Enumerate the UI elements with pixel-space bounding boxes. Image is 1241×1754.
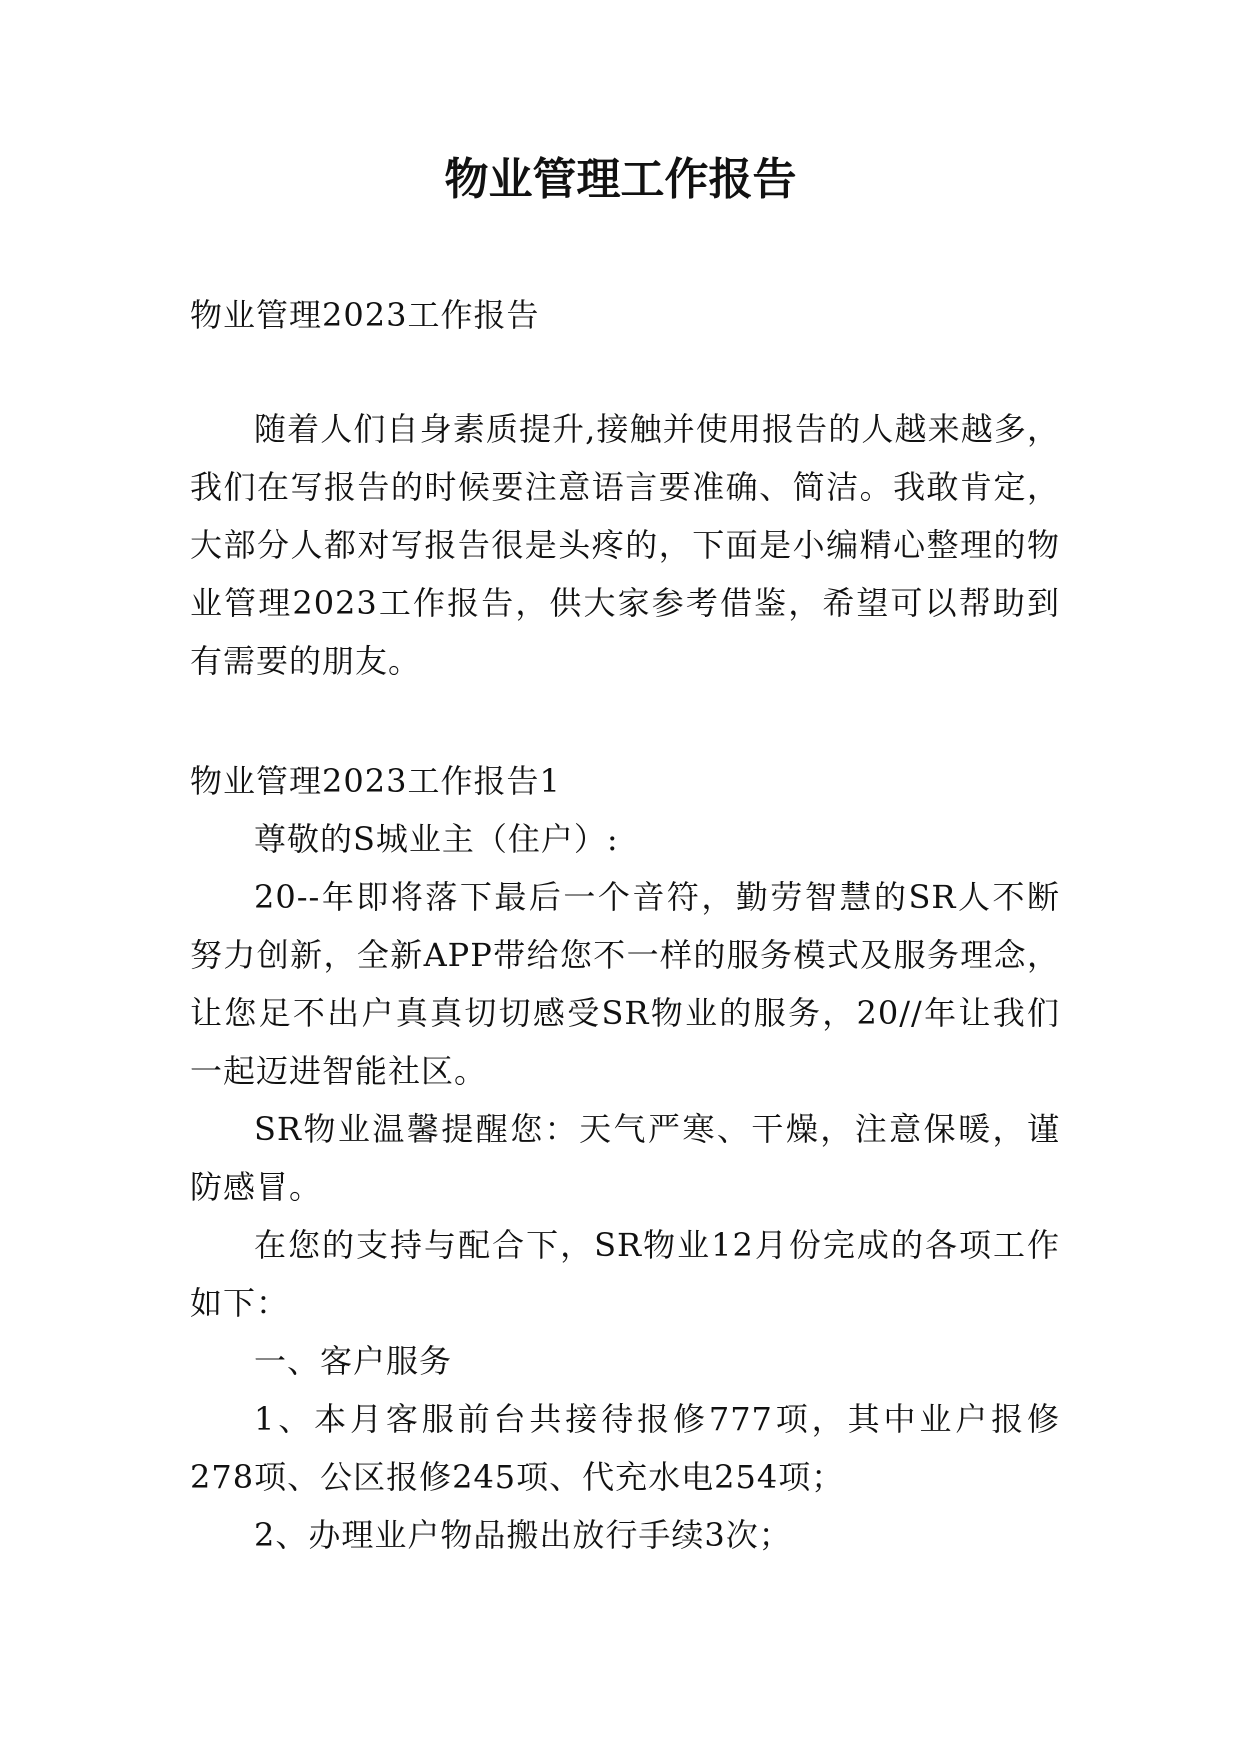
list-item: 1、本月客服前台共接待报修777项，其中业户报修278项、公区报修245项、代充水电254项； xyxy=(190,1400,1060,1496)
document-title: 物业管理工作报告 xyxy=(444,154,797,205)
document-subtitle: 物业管理2023工作报告 xyxy=(190,296,540,334)
intro-paragraph: 随着人们自身素质提升,接触并使用报告的人越来越多，我们在写报告的时候要注意语言要准确、简洁。我敢肯定，大部分人都对写报告很是头疼的，下面是小编精心整理的物业管理2023工作报告，供大家参考借鉴，希望可以帮助到有需要的朋友。 xyxy=(190,410,1060,680)
section-heading: 一、客户服务 xyxy=(254,1342,453,1380)
body-paragraph: 20--年即将落下最后一个音符，勤劳智慧的SR人不断努力创新，全新APP带给您不一样的服务模式及服务理念，让您足不出户真真切切感受SR物业的服务，20//年让我们一起迈进智能社区。 xyxy=(190,878,1060,1090)
list-item: 2、办理业户物品搬出放行手续3次； xyxy=(254,1516,792,1554)
section-title: 物业管理2023工作报告1 xyxy=(190,762,561,800)
body-paragraph: 在您的支持与配合下，SR物业12月份完成的各项工作如下： xyxy=(190,1226,1060,1322)
body-paragraph: SR物业温馨提醒您：天气严寒、干燥，注意保暖，谨防感冒。 xyxy=(190,1110,1060,1206)
salutation: 尊敬的S城业主（住户）: xyxy=(254,820,619,858)
body-block xyxy=(190,810,1060,1564)
